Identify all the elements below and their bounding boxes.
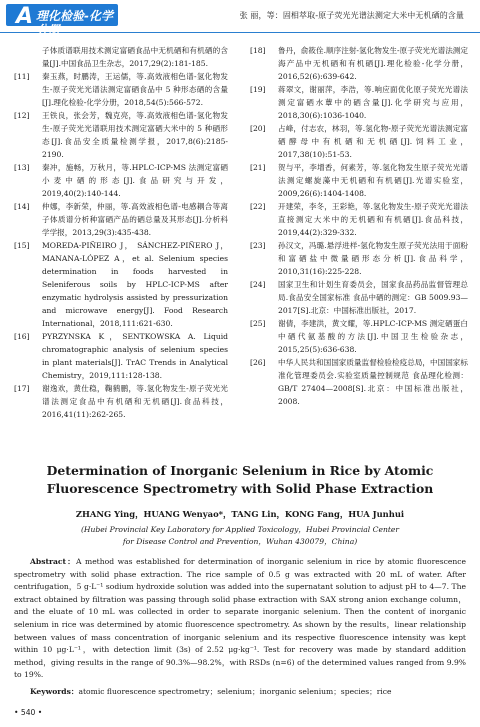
- reference-number: [26]: [250, 358, 266, 367]
- reference-item: [250, 239, 468, 278]
- affiliation-line-1: (Hubei Provincial Key Laboratory for Applied Toxicology，Hubei Provincial Center: [80, 525, 400, 534]
- reference-text: MOREDA-PIÑEIRO J， SÁNCHEZ-PIÑERO J， MANANA-LÓPEZ A，et al. Selenium species determination in foods harvested in Seleniferous soils by HPLC-ICP-MS after enzymatic hydrolysis assisted by pressurization and microwave energy[J]. Food Research International，2018,111:621-630.: [42, 241, 228, 328]
- reference-item: [250, 200, 468, 239]
- reference-text: 贺与平，李增香，何素芳，等.氢化物发生原子荧光光谱法测定螺旋藻中无机硒和有机硒[J].光谱实验室，2009,26(6):1404-1408.: [278, 163, 468, 198]
- reference-text: 谢倩，李建洪，黄文耀，等.HPLC-ICP-MS 测定硒蛋白中硒代氨基酸的方法[J].中国卫生检验杂志，2015,25(5):636-638.: [278, 319, 468, 354]
- reference-text: 鲁丹，俞筱佺.顺序注射-氢化物发生-原子荧光光谱法测定海产品中无机硒和有机硒[J].理化检验-化学分册，2016,52(6):639-642.: [278, 46, 468, 81]
- reference-number: [18]: [250, 46, 266, 55]
- reference-number: [15]: [14, 241, 30, 250]
- reference-item: [14, 109, 228, 161]
- reference-number: [23]: [250, 241, 266, 250]
- reference-item: [14, 44, 228, 70]
- reference-number: [24]: [250, 280, 266, 289]
- running-title: 张 丽，等：固相萃取-原子荧光光谱法测定大米中无机硒的含量: [239, 11, 464, 20]
- abstract-label: Abstract：: [30, 557, 76, 566]
- reference-text: 蒋翠文，谢丽萍，李浩，等.响应面优化原子荧光光谱法测定富硒水蕈中的硒含量[J].化学研究与应用，2018,30(6):1036-1040.: [278, 85, 468, 120]
- reference-text: 子体质谱联用技术测定富硒食品中无机硒和有机硒的含量[J].中国食品卫生杂志，2017,29(2):181-185.: [42, 46, 228, 68]
- reference-item: [14, 382, 228, 421]
- abstract-text: A method was established for determination of inorganic selenium in rice by atomic fluorescence spectrometry with solid phase extraction. The rice sample of 0.5 g was extracted with 20 mL of water. After centrifugation，5 g·L⁻¹ sodium hydroxide solution was added into the supernatant solution to adjust pH to 4—7. The extract obtained by filtration was passing through solid phase extraction with SAX strong anion exchange column，and the eluate of 10 mL was collected in order to separate inorganic selenium. Then the content of inorganic selenium in rice was determined by atomic fluorescence spectrometry. As shown by the results，linear relationship between values of mass concentration of inorganic selenium and its respective fluorescence intensity was kept within 10 μg·L⁻¹，with detection limit (3s) of 2.52 μg·kg⁻¹. Test for recovery was made by standard addition method，giving results in the range of 90.3%—98.2%，with RSDs (n=6) of the determined values ranged from 9.9% to 19%.: [14, 557, 466, 680]
- article-authors: ZHANG Ying，HUANG Wenyao*，TANG Lin，KONG Fang，HUA Junhui: [75, 509, 405, 519]
- affiliation: [16, 524, 464, 548]
- reference-number: [14, 44, 42, 70]
- reference-number: [14]: [14, 202, 30, 211]
- reference-text: 王铁良，张会芳，魏克亮，等.高效液相色谱-氢化物发生-原子荧光光谱联用技术测定富硒大米中的 5 种硒形态[J].食品安全质量检测学报，2017,8(6):2185-2190.: [42, 111, 228, 159]
- reference-item: [250, 161, 468, 200]
- article-title: Determination of Inorganic Selenium in Rice by Atomic Fluorescence Spectrometry with Solid Phase Extraction: [46, 463, 434, 496]
- references-right-column: [250, 44, 468, 408]
- references-left-column: [14, 44, 228, 421]
- keywords: [14, 686, 466, 698]
- reference-item: [250, 317, 468, 356]
- reference-text: 秦玉燕，时鹏涛，王运儒，等.高效液相色谱-氢化物发生-原子荧光光谱法测定富硒食品中 5 种形态硒的含量[J].理化检验-化学分册，2018,54(5):566-572.: [42, 72, 228, 107]
- reference-item: [250, 278, 468, 317]
- keywords-text: atomic fluorescence spectrometry；selenium；inorganic selenium；species；rice: [78, 687, 392, 696]
- reference-number: [11]: [14, 72, 30, 81]
- affiliation-line-2: for Disease Control and Prevention，Wuhan 430079，China): [122, 537, 358, 546]
- reference-item: [14, 161, 228, 200]
- page-header: [0, 0, 480, 37]
- reference-item: [14, 70, 228, 109]
- logo-letter: A: [16, 4, 34, 29]
- reference-item: [250, 44, 468, 83]
- keywords-label: Keywords：: [30, 687, 79, 696]
- reference-text: 国家卫生和计划生育委员会，国家食品药品监督管理总局.食品安全国家标准 食品中硒的测定：GB 5009.93—2017[S].北京：中国标准出版社，2017.: [278, 280, 468, 315]
- reference-number: [20]: [250, 124, 266, 133]
- reference-item: [14, 330, 228, 382]
- reference-text: 中华人民共和国国家质量监督检验检疫总局，中国国家标准化管理委员会.实验室质量控制规范 食品理化检测：GB/T 27404—2008[S].北京：中国标准出版社，2008.: [278, 358, 468, 406]
- logo-text: 理化检验-化学分册: [36, 9, 113, 37]
- reference-number: [17]: [14, 384, 30, 393]
- reference-number: [12]: [14, 111, 30, 120]
- reference-text: 孙汉文，冯璐.悬浮进样-氢化物发生原子荧光法用于面粉和富硒盐中微量硒形态分析[J].食品科学，2010,31(16):225-228.: [278, 241, 468, 276]
- reference-number: [13]: [14, 163, 30, 172]
- reference-text: PYRZYNSKA K，SENTKOWSKA A. Liquid chromatographic analysis of selenium species in plant materials[J]. TrAC Trends in Analytical Chemistry，2019,111:128-138.: [42, 332, 228, 380]
- reference-text: 仲娜，李新荣，仲丽，等.高效液相色谱-电感耦合等离子体质谱分析种富硒产品的硒总量及其形态[J].分析科学学报，2013,29(3):435-438.: [42, 202, 228, 237]
- reference-number: [19]: [250, 85, 266, 94]
- reference-number: [21]: [250, 163, 266, 172]
- journal-logo: [6, 4, 118, 37]
- abstract: [14, 556, 466, 682]
- reference-item: [250, 83, 468, 122]
- reference-item: [250, 122, 468, 161]
- reference-number: [25]: [250, 319, 266, 328]
- reference-item: [14, 200, 228, 239]
- reference-item: [250, 356, 468, 408]
- reference-text: 占峰，付志农，林羽，等.氢化物-原子荧光光谱法测定富硒酵母中有机硒和无机硒[J].饲料工业，2017,38(10):51-53.: [278, 124, 468, 159]
- page-number: • 540 •: [14, 708, 43, 717]
- reference-text: 秦冲，施畅，万秋月，等.HPLC-ICP-MS 法测定富硒小麦中硒的形态[J].食品研究与开发，2019,40(2):140-144.: [42, 163, 228, 198]
- reference-item: [14, 239, 228, 330]
- reference-text: 开建荣，李冬，王彩艳，等.氢化物发生-原子荧光光谱法直接测定大米中的无机硒和有机硒[J].食品科技，2019,44(2):329-332.: [278, 202, 468, 237]
- reference-number: [16]: [14, 332, 30, 341]
- reference-number: [22]: [250, 202, 266, 211]
- reference-text: 谢逸欢，黄仕稳，鞠鹤鹏，等.氢化物发生-原子荧光光谱法测定食品中有机硒和无机硒[J].食品科技，2016,41(11):262-265.: [42, 384, 228, 419]
